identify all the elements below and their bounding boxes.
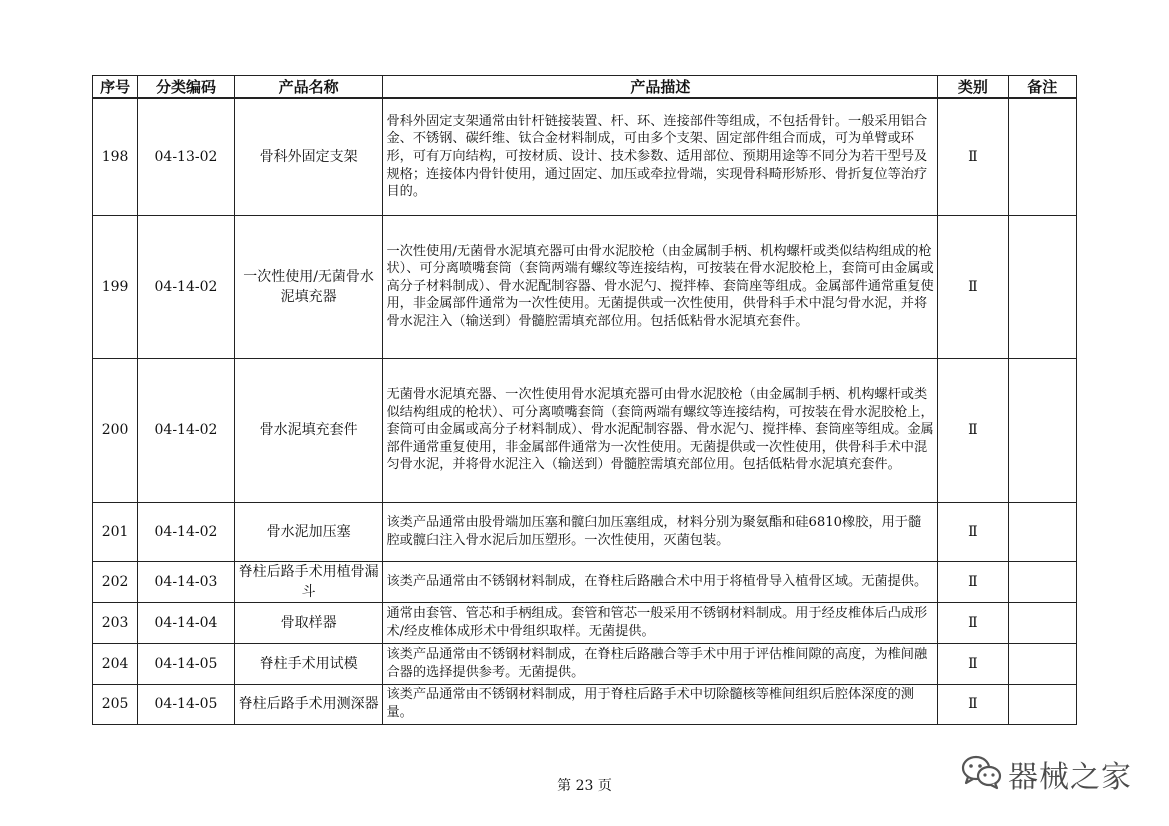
row-remark: [1008, 358, 1076, 502]
row-seq: 199: [93, 215, 138, 358]
row-remark: [1008, 98, 1076, 215]
row-code: 04-14-02: [138, 502, 234, 561]
page-number: 第 23 页: [557, 778, 612, 794]
row-product-name: 一次性使用/无菌骨水泥填充器: [234, 215, 383, 358]
table-row: [93, 215, 1077, 358]
header-category: 类别: [938, 76, 1008, 99]
row-description: 该类产品通常由不锈钢材料制成，用于脊柱后路手术中切除髓核等椎间组织后腔体深度的测量。: [383, 684, 938, 724]
row-category: Ⅱ: [938, 561, 1008, 602]
row-seq: 202: [93, 561, 138, 602]
row-category: Ⅱ: [938, 684, 1008, 724]
table-row: [93, 561, 1077, 602]
row-product-name: 脊柱后路手术用植骨漏斗: [234, 561, 383, 602]
row-category: Ⅱ: [938, 602, 1008, 643]
row-remark: [1008, 502, 1076, 561]
row-remark: [1008, 643, 1076, 684]
row-remark: [1008, 602, 1076, 643]
row-code: 04-14-02: [138, 215, 234, 358]
row-product-name: 骨取样器: [234, 602, 383, 643]
row-product-name: 骨水泥加压塞: [234, 502, 383, 561]
table-row: [93, 643, 1077, 684]
row-seq: 201: [93, 502, 138, 561]
row-code: 04-14-03: [138, 561, 234, 602]
row-category: Ⅱ: [938, 502, 1008, 561]
row-product-name: 脊柱后路手术用测深器: [234, 684, 383, 724]
row-description: 通常由套管、管芯和手柄组成。套管和管芯一般采用不锈钢材料制成。用于经皮椎体后凸成形术/经皮椎体成形术中骨组织取样。无菌提供。: [383, 602, 938, 643]
table-row: [93, 98, 1077, 215]
row-seq: 200: [93, 358, 138, 502]
row-description: 一次性使用/无菌骨水泥填充器可由骨水泥胶枪（由金属制手柄、机构螺杆或类似结构组成的枪状）、可分离喷嘴套筒（套筒两端有螺纹等连接结构，可按装在骨水泥胶枪上，套筒可由金属或高分子材料制成）、骨水泥配制容器、骨水泥勺、搅拌棒、套筒座等组成。金属部件通常重复使用，非金属部件通常为一次性使用。无菌提供或一次性使用，供骨科手术中混匀骨水泥，并将骨水泥注入（输送到）骨髓腔需填充部位用。包括低粘骨水泥填充套件。: [383, 215, 938, 358]
row-code: 04-14-04: [138, 602, 234, 643]
header-code: 分类编码: [138, 76, 234, 99]
row-remark: [1008, 561, 1076, 602]
row-category: Ⅱ: [938, 643, 1008, 684]
row-product-name: 骨水泥填充套件: [234, 358, 383, 502]
row-description: 该类产品通常由不锈钢材料制成，在脊柱后路融合术中用于将植骨导入植骨区域。无菌提供。: [383, 561, 938, 602]
header-name: 产品名称: [234, 76, 383, 99]
table-row: [93, 358, 1077, 502]
row-description: 骨科外固定支架通常由针杆链接装置、杆、环、连接部件等组成，不包括骨针。一般采用铝合金、不锈钢、碳纤维、钛合金材料制成，可由多个支架、固定部件组合而成，可为单臂或环形，可有万向结构，可按材质、设计、技术参数、适用部位、预期用途等不同分为若干型号及规格；连接体内骨针使用，通过固定、加压或牵拉骨端，实现骨科畸形矫形、骨折复位等治疗目的。: [383, 98, 938, 215]
table-row: [93, 602, 1077, 643]
row-seq: 198: [93, 98, 138, 215]
product-catalog-table: [92, 75, 1077, 725]
row-product-name: 脊柱手术用试模: [234, 643, 383, 684]
watermark-text: 器械之家: [1008, 760, 1132, 795]
row-remark: [1008, 684, 1076, 724]
table-row: [93, 684, 1077, 724]
header-seq: 序号: [93, 76, 138, 99]
row-seq: 203: [93, 602, 138, 643]
row-code: 04-14-02: [138, 358, 234, 502]
row-remark: [1008, 215, 1076, 358]
row-category: Ⅱ: [938, 358, 1008, 502]
header-desc: 产品描述: [383, 76, 938, 99]
row-seq: 205: [93, 684, 138, 724]
row-description: 无菌骨水泥填充器、一次性使用骨水泥填充器可由骨水泥胶枪（由金属制手柄、机构螺杆或类似结构组成的枪状）、可分离喷嘴套筒（套筒两端有螺纹等连接结构，可按装在骨水泥胶枪上，套筒可由金属或高分子材料制成）、骨水泥配制容器、骨水泥勺、搅拌棒、套筒座等组成。金属部件通常重复使用，非金属部件通常为一次性使用。无菌提供或一次性使用，供骨科手术中混匀骨水泥，并将骨水泥注入（输送到）骨髓腔需填充部位用。包括低粘骨水泥填充套件。: [383, 358, 938, 502]
row-code: 04-13-02: [138, 98, 234, 215]
table-row: [93, 502, 1077, 561]
row-category: Ⅱ: [938, 98, 1008, 215]
row-category: Ⅱ: [938, 215, 1008, 358]
header-remark: 备注: [1008, 76, 1076, 99]
table-header-row: [93, 76, 1077, 99]
row-product-name: 骨科外固定支架: [234, 98, 383, 215]
row-description: 该类产品通常由股骨端加压塞和髋臼加压塞组成，材料分别为聚氨酯和硅6810橡胶，用于髓腔或髋臼注入骨水泥后加压塑形。一次性使用，灭菌包装。: [383, 502, 938, 561]
row-code: 04-14-05: [138, 684, 234, 724]
row-seq: 204: [93, 643, 138, 684]
row-code: 04-14-05: [138, 643, 234, 684]
wechat-icon: [960, 754, 1002, 794]
row-description: 该类产品通常由不锈钢材料制成，在脊柱后路融合等手术中用于评估椎间隙的高度，为椎间融合器的选择提供参考。无菌提供。: [383, 643, 938, 684]
watermark: [960, 752, 1150, 796]
